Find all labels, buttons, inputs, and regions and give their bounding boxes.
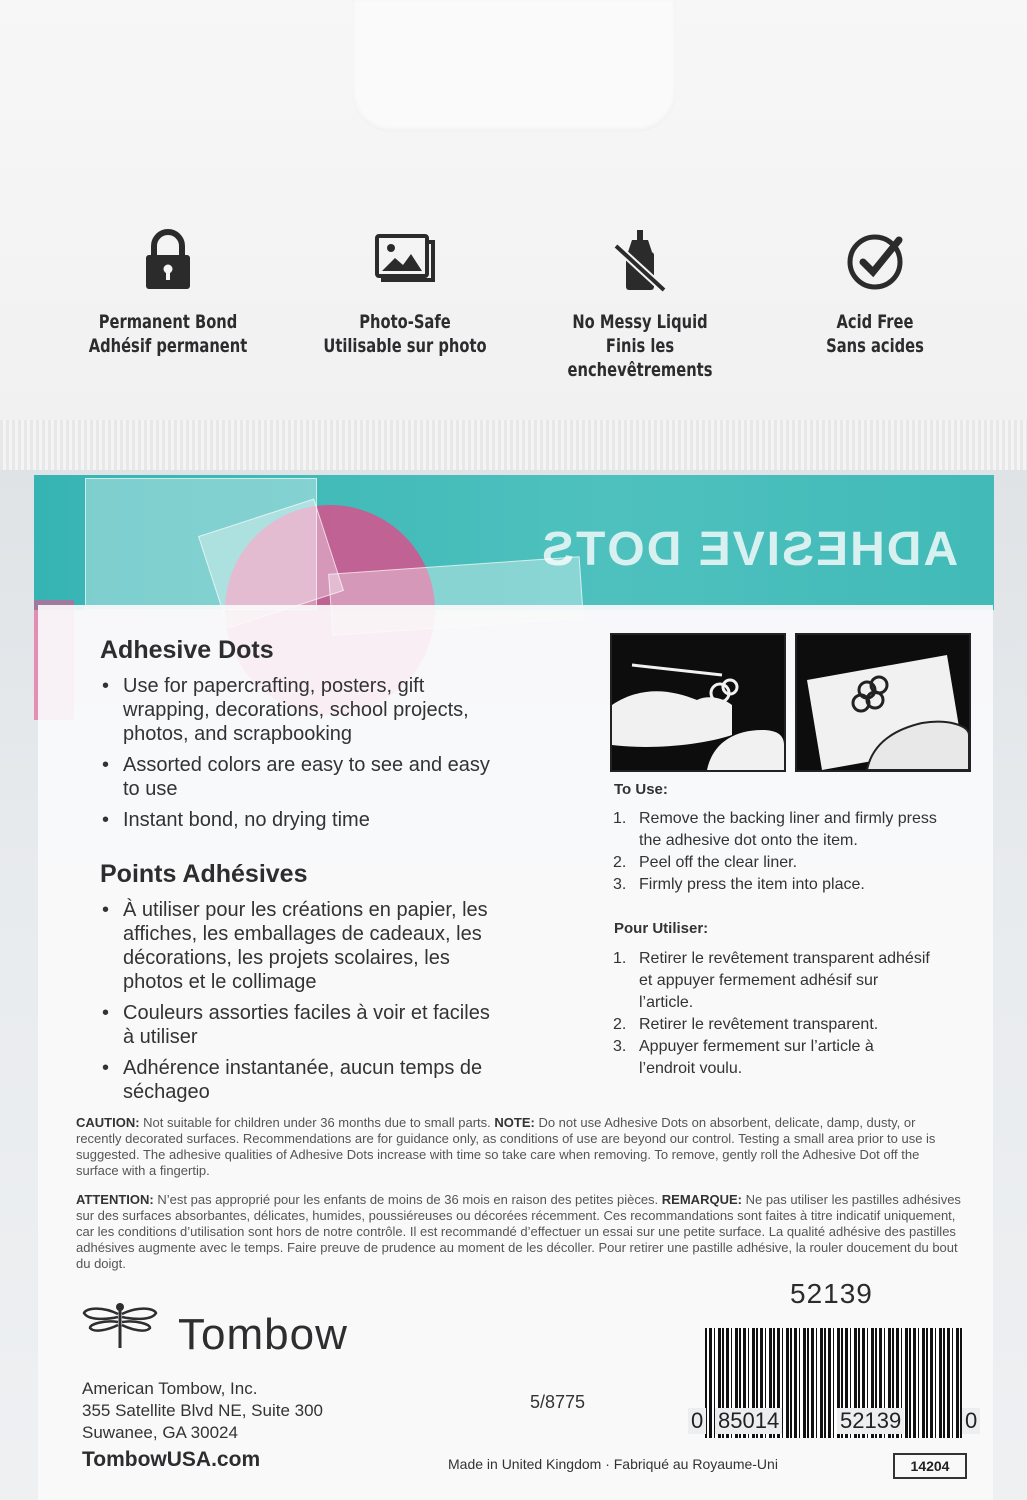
feature-no-messy-liquid [530,228,750,382]
barcode-digits-2: 52139 [837,1408,904,1434]
section-title-fr: Points Adhésives [100,860,308,888]
press-dot-illustration [795,633,971,772]
lot-number: 5/8775 [530,1392,586,1412]
feature-label-en: Permanent Bond [98,311,238,333]
list-item: 2. Retirer le revêtement transparent. [613,1016,879,1033]
list-item: • Use for papercrafting, posters, gift wrapping, decorations, school projects, photos, and scrapbooking [100,674,495,746]
list-item: • À utiliser pour les créations en papier, les affiches, les emballages de cadeaux, les décorations, les projets scolaires, les photos et le collimage [100,898,495,994]
barcode-digit-right: 0 [962,1408,980,1434]
feature-label-fr: Sans acides [826,335,924,357]
feature-permanent-bond [58,228,278,358]
pour-utiliser-title: Pour Utiliser: [614,920,709,937]
bullet-list-en [100,674,495,839]
mirrored-package-title: ADHESIVE DOTS [540,523,959,576]
feature-label-en: Photo-Safe [359,311,451,333]
product-code-box: 14204 [893,1453,967,1479]
list-item: 3. Appuyer fermement sur l’article à l’endroit voulu. [613,1038,874,1077]
list-item: 2. Peel off the clear liner. [613,854,798,871]
feature-label-fr: Adhésif permanent [88,335,248,357]
feature-label-fr: Utilisable sur photo [323,335,487,357]
feature-label-fr: Finis les enchevêtrements [567,335,713,381]
feature-photo-safe [295,228,515,358]
sku-number: 52139 [790,1278,873,1309]
caution-en: CAUTION: Not suitable for children under 36 months due to small parts. NOTE: Do not use Adhesive Dots on absorbent, delicate, damp, dusty, or recently decorated surfaces. Recommendations are for guidance only, as conditions of use are beyond our control. Testing a small area prior to use is suggested. The adhesive qualities of Adhesive Dots increase with time so take care when removing. To remove, gently roll the Adhesive Dot off the surface with a fingertip. [76,1115,936,1178]
company-address: American Tombow, Inc. 355 Satellite Blvd NE, Suite 300 Suwanee, GA 30024 [82,1379,323,1442]
dragonfly-logo-icon [82,1300,158,1350]
hang-tab-slot [352,0,676,132]
list-item: • Instant bond, no drying time [100,808,495,832]
list-item: • Assorted colors are easy to see and easy to use [100,753,495,801]
peel-dot-illustration [610,633,786,772]
checkmark-circle-icon [843,228,907,292]
section-title-en: Adhesive Dots [100,636,274,664]
barcode-digits-1: 85014 [715,1408,782,1434]
feature-label-en: Acid Free [836,311,914,333]
to-use-steps [613,808,958,896]
no-glue-bottle-icon [610,228,670,292]
feature-acid-free [765,228,985,358]
caution-fr: ATTENTION: N’est pas approprié pour les enfants de moins de 36 mois en raison des petites pièces. REMARQUE: Ne pas utiliser les pastilles adhésives sur des surfaces absorbantes, délicates, humides, poussiéreuses ou décorées récemment. Ces recommandations sont faites à titre indicatif uniquement, car les conditions d’utilisation sont hors de notre contrôle. Il est recommandé d’effectuer un essai sur une petite surface. La qualité adhésive des pastilles adhésives augmente avec le temps. Faire preuve de prudence au moment de les décoller. Pour retirer une pastille adhésive, la rouler doucement du bout du doigt. [76,1192,961,1271]
list-item: • Adhérence instantanée, aucun temps de séchageo [100,1056,495,1104]
pour-utiliser-steps [613,948,933,1080]
padlock-icon [138,228,198,292]
website-url: TombowUSA.com [82,1448,261,1471]
barcode-digit-left: 0 [688,1408,706,1434]
list-item: 3. Firmly press the item into place. [613,876,865,893]
to-use-title: To Use: [614,781,668,798]
feature-label-en: No Messy Liquid [572,311,708,333]
bullet-list-fr [100,898,495,1111]
list-item: 1. Remove the backing liner and firmly press the adhesive dot onto the item. [613,810,937,849]
photo-icon [373,228,437,292]
made-in-text: Made in United Kingdom · Fabriqué au Royaume-Uni [448,1456,778,1472]
brand-name: Tombow [178,1310,348,1359]
list-item: 1. Retirer le revêtement transparent adhésif et appuyer fermement adhésif sur l’article. [613,950,930,1011]
list-item: • Couleurs assorties faciles à voir et faciles à utiliser [100,1001,495,1049]
